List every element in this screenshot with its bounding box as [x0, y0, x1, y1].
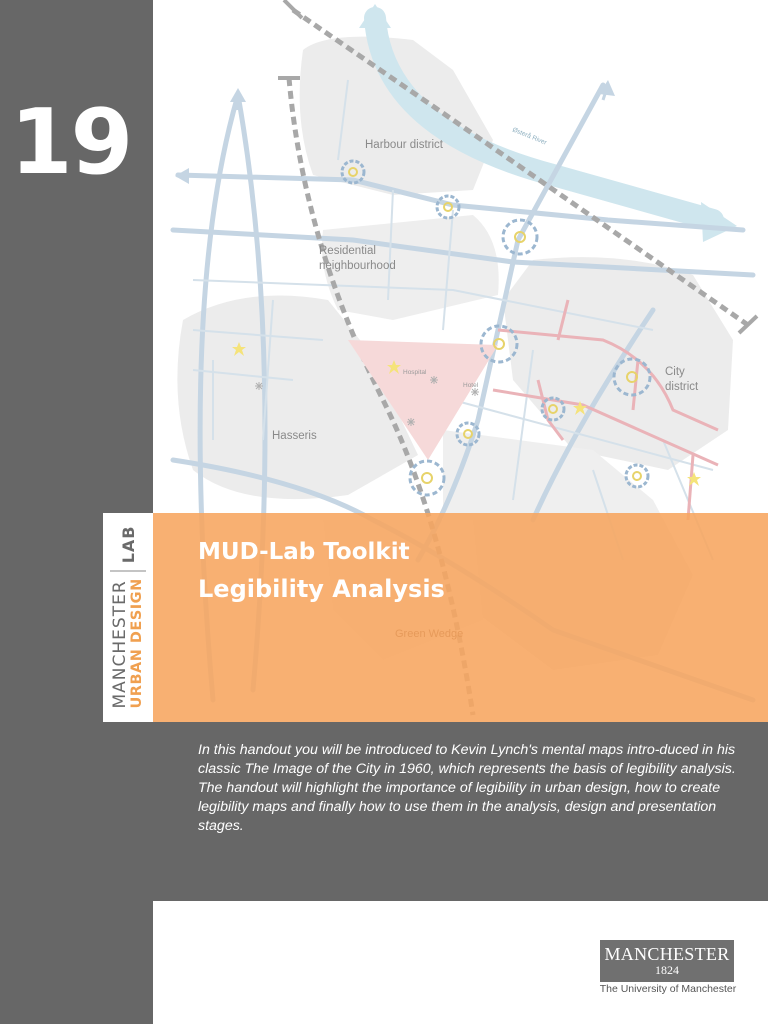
intro-paragraph: In this handout you will be introduced to Kevin Lynch's mental maps intro-duced in his classic The Image of the City in 1960, which represents the basis of legibility analysis. The handout will highlight the importance of legibility in urban design, how to create legibility maps and finally how to use them in the analysis, design and presentation stages.	[198, 742, 736, 834]
residential-label-line1: Residential	[319, 245, 376, 257]
logo-urban-design-text: URBAN DESIGN	[128, 578, 145, 709]
river-arrow-head-north	[359, 4, 391, 28]
intro-panel	[153, 722, 768, 901]
logo-divider	[110, 570, 146, 571]
title-band	[153, 513, 768, 722]
residential-label-line2: neighbourhood	[319, 260, 396, 272]
city-district-label-line1: City	[665, 366, 685, 378]
university-logo-name: MANCHESTER	[604, 944, 730, 964]
university-logo-year: 1824	[655, 963, 679, 977]
harbour-district-label: Harbour district	[365, 139, 443, 151]
university-logo	[598, 940, 738, 1000]
document-title: Legibility Analysis	[198, 575, 445, 603]
logo-lab-text: LAB	[118, 525, 138, 564]
mud-lab-logo	[103, 513, 153, 722]
hasseris-label: Hasseris	[272, 430, 317, 442]
university-logo-box	[600, 940, 734, 982]
river-label: Østerå River	[511, 126, 548, 147]
logo-manchester-text: MANCHESTER	[109, 580, 130, 709]
city-district-label-line2: district	[665, 381, 699, 393]
toolkit-title: MUD-Lab Toolkit	[198, 539, 410, 565]
green-wedge-label: Green Wedge	[395, 628, 464, 640]
hospital-label: Hospital	[403, 369, 427, 376]
hotel-label: Hotel	[463, 382, 479, 389]
river-arrow-head-east	[701, 202, 737, 242]
handout-number: 19	[10, 90, 132, 195]
university-name: The University of Manchester	[599, 983, 737, 995]
